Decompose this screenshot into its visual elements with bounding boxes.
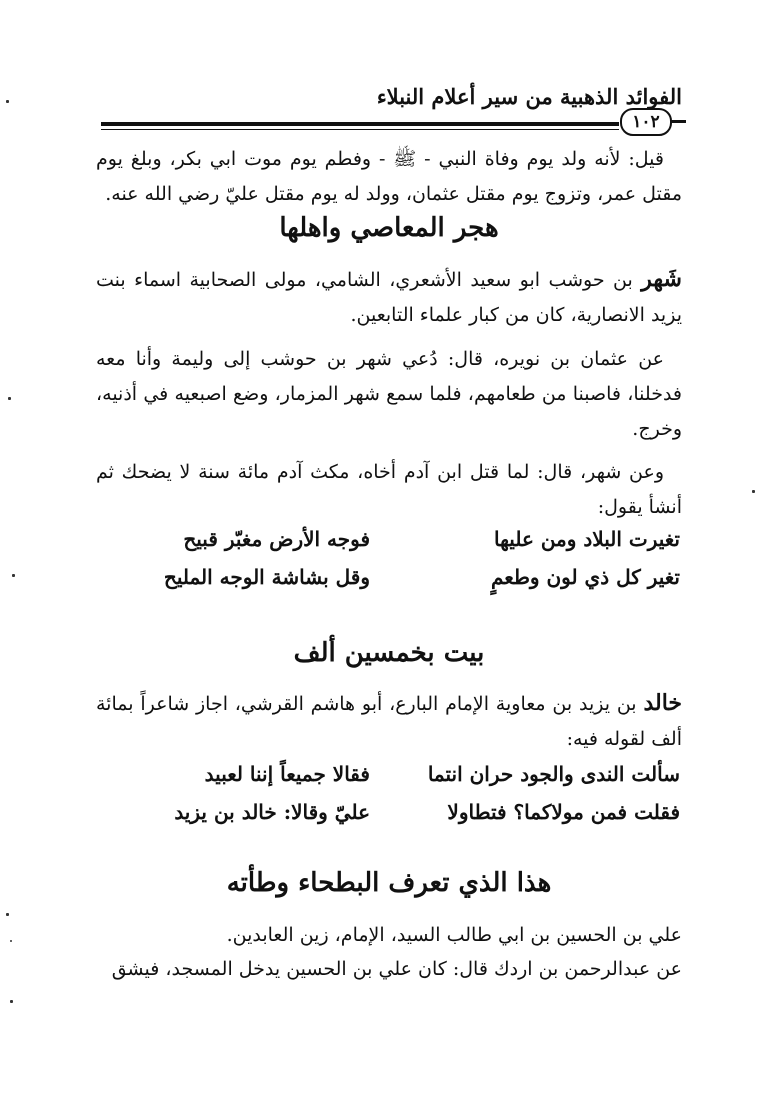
- page-number: ١٠٢: [620, 108, 672, 136]
- verse-4-second-hemistich: عليّ وقالا: خالد بن يزيد: [174, 800, 370, 824]
- section1-narration-1: عن عثمان بن نويره، قال: دُعي شهر بن حوشب إلى وليمة وأنا معه فدخلنا، فاصبنا من طعامهم، فلما سمع شهر المزمار، وضع اصبعيه في أذنيه، وخرج.: [96, 348, 683, 440]
- section1-bio: [96, 262, 682, 333]
- verse-2-first-hemistich: تغير كل ذي لون وطعمٍ: [490, 565, 680, 589]
- section3-narration: عن عبدالرحمن بن اردك قال: كان علي بن الحسين يدخل المسجد، فيشق: [111, 958, 682, 980]
- section2-lead-name: خالد: [643, 690, 682, 716]
- section1-narration-2: وعن شهر، قال: لما قتل ابن آدم أخاه، مكث آدم مائة سنة لا يضحك ثم أنشأ يقول:: [96, 461, 682, 518]
- section1-lead-name: شَهر: [641, 266, 682, 292]
- section3-bio: علي بن الحسين بن ابي طالب السيد، الإمام، زين العابدين.: [226, 924, 682, 946]
- section-heading-1: هجر المعاصي واهلها: [279, 213, 499, 243]
- section2-bio: [96, 686, 682, 757]
- verse-3-second-hemistich: فقالا جميعاً إننا لعبيد: [204, 762, 370, 786]
- section-heading-3: هذا الذي تعرف البطحاء وطأته: [226, 868, 552, 898]
- header-rule-thick: [101, 122, 619, 126]
- scan-speck: [10, 940, 12, 942]
- running-title: الفوائد الذهبية من سير أعلام النبلاء: [376, 84, 682, 109]
- verse-4-first-hemistich: فقلت فمن مولاكما؟ فتطاولا: [447, 800, 680, 824]
- verse-1-second-hemistich: فوجه الأرض مغبّر قبيح: [183, 527, 370, 551]
- scan-speck: [10, 1000, 13, 1003]
- verse-2-second-hemistich: وقل بشاشة الوجه المليح: [163, 565, 370, 589]
- page-number-tick: [670, 120, 686, 123]
- scan-speck: [6, 913, 9, 916]
- scan-speck: [6, 100, 9, 103]
- section2-bio-text: بن يزيد بن معاوية الإمام البارع، أبو هاشم القرشي، اجاز شاعراً بمائة ألف لقوله فيه:: [96, 693, 682, 750]
- section1-bio-text: بن حوشب ابو سعيد الأشعري، الشامي، مولى الصحابية اسماء بنت يزيد الانصارية، كان من كبار علماء التابعين.: [96, 269, 682, 326]
- verse-3-first-hemistich: سألت الندى والجود حران انتما: [427, 762, 680, 786]
- section-heading-2: بيت بخمسين ألف: [293, 638, 485, 668]
- intro-paragraph: قيل: لأنه ولد يوم وفاة النبي - ﷺ - وفطم يوم موت ابي بكر، وبلغ يوم مقتل عمر، وتزوج يوم مقتل عثمان، وولد له يوم مقتل عليّ رضي الله عنه.: [96, 148, 682, 205]
- scan-speck: [8, 397, 11, 400]
- scan-speck: [752, 490, 755, 493]
- scan-speck: [12, 574, 15, 577]
- verse-1-first-hemistich: تغيرت البلاد ومن عليها: [493, 527, 680, 551]
- header-rule-thin: [101, 129, 619, 130]
